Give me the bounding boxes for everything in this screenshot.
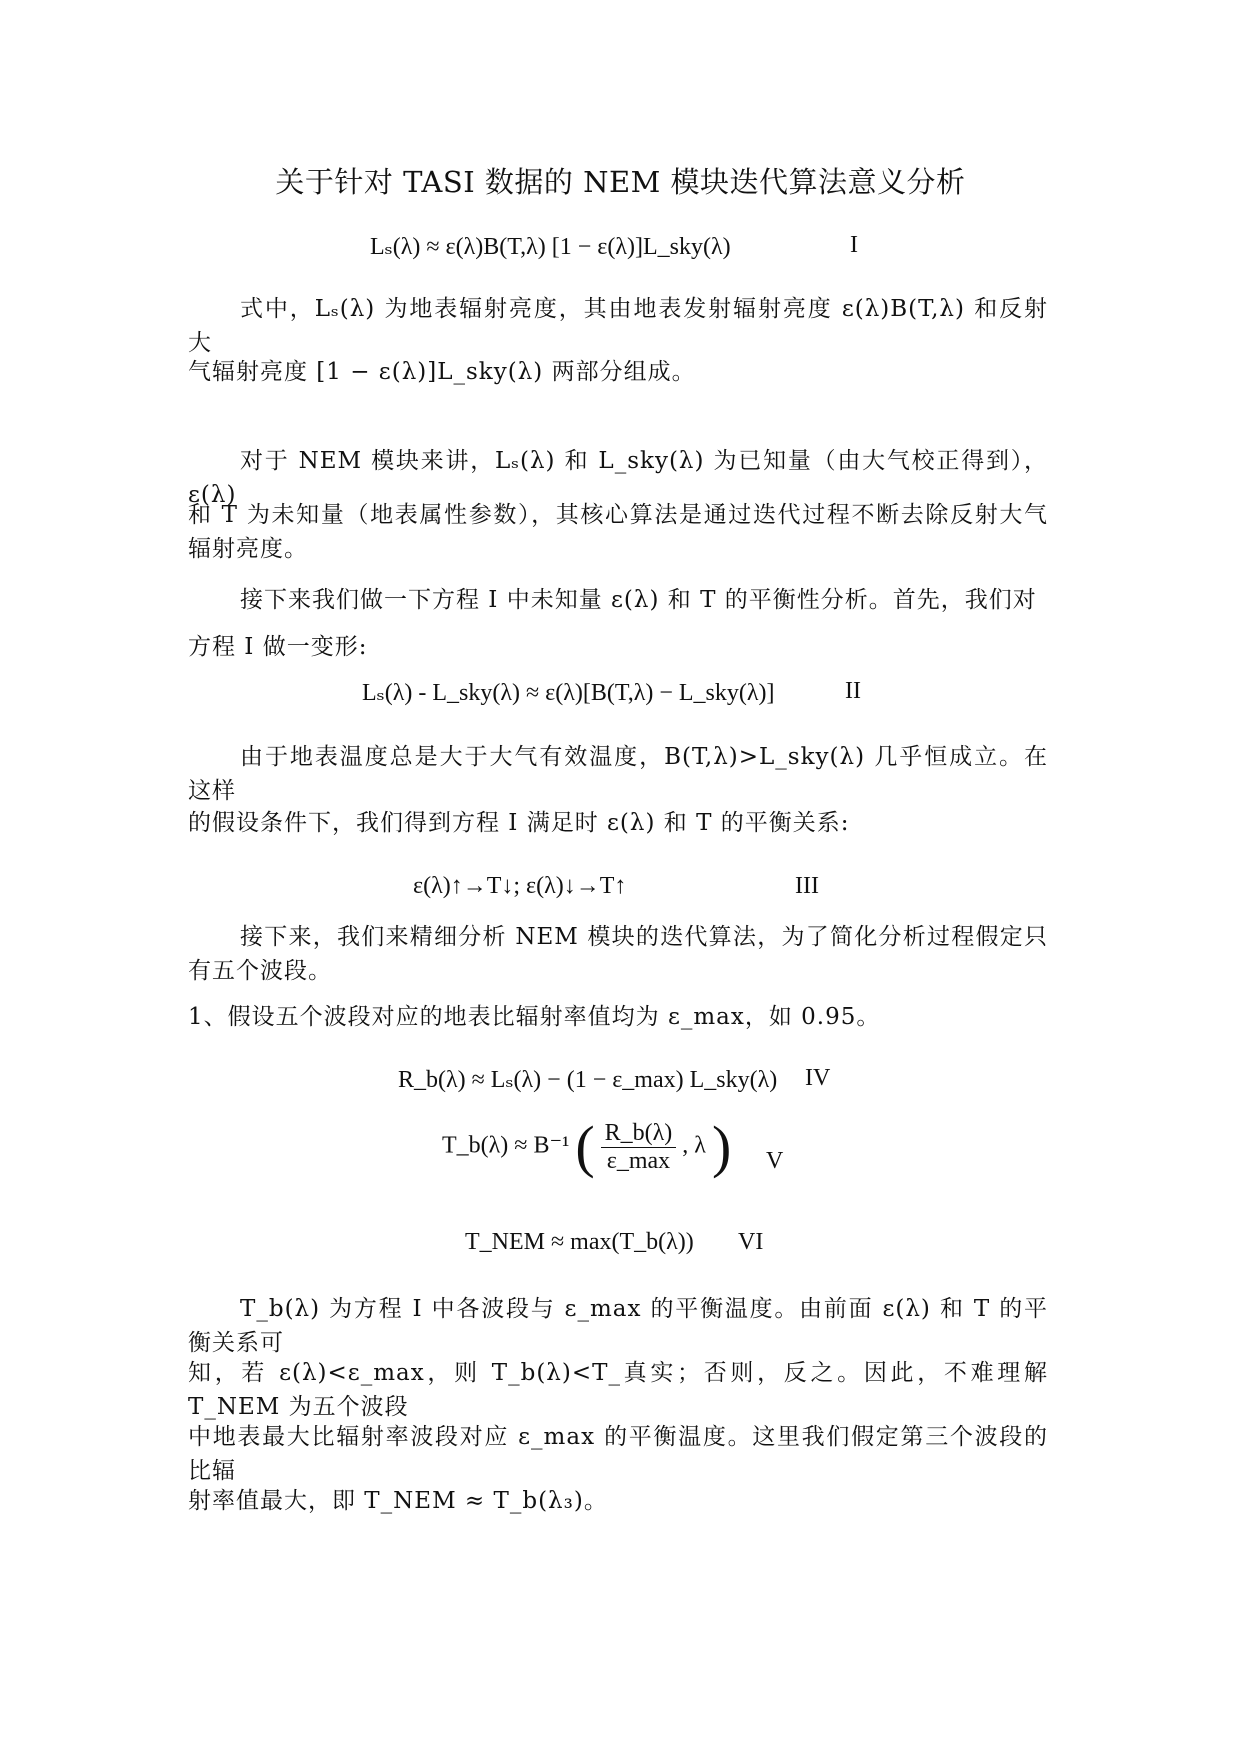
paragraph-7-line-3: 中地表最大比辐射率波段对应 ε_max 的平衡温度。这里我们假定第三个波段的比辐: [188, 1424, 1048, 1484]
equation-5-fraction: [601, 1120, 677, 1175]
equation-4: R_b(λ) ≈ Lₛ(λ) − (1 − ε_max) L_sky(λ): [398, 1067, 778, 1093]
equation-3: ε(λ)↑→T↓; ε(λ)↓→T↑: [413, 873, 627, 899]
paragraph-1-line-2: 气辐射亮度 [1 − ε(λ)]L_sky(λ) 两部分组成。: [188, 359, 696, 385]
equation-5-left-paren: (: [575, 1114, 595, 1179]
paragraph-3-line-1: 接下来我们做一下方程 I 中未知量 ε(λ) 和 T 的平衡性分析。首先，我们对: [240, 587, 1037, 613]
equation-3-label: III: [795, 873, 819, 899]
paragraph-4-line-1: 由于地表温度总是大于大气有效温度，B(T,λ)>L_sky(λ) 几乎恒成立。在这样: [188, 744, 1048, 804]
equation-4-label: IV: [805, 1065, 831, 1091]
equation-5-tail: , λ: [682, 1132, 706, 1159]
equation-5-lhs: T_b(λ) ≈ B⁻¹: [442, 1132, 570, 1159]
equation-2-label: II: [845, 678, 861, 704]
paragraph-7-line-2: 知，若 ε(λ)<ε_max，则 T_b(λ)<T_真实；否则，反之。因此，不难理解 T_NEM 为五个波段: [188, 1360, 1048, 1420]
paragraph-4-line-2: 的假设条件下，我们得到方程 I 满足时 ε(λ) 和 T 的平衡关系:: [188, 810, 850, 836]
equation-1-label: I: [850, 232, 858, 258]
paragraph-7-line-4: 射率值最大，即 T_NEM ≈ T_b(λ₃)。: [188, 1488, 608, 1514]
equation-5-numerator: R_b(λ): [601, 1120, 677, 1148]
equation-5-denominator: ε_max: [606, 1147, 671, 1174]
equation-6-label: VI: [738, 1229, 764, 1255]
equation-5: [442, 1114, 732, 1179]
paragraph-2-line-2: 和 T 为未知量（地表属性参数），其核心算法是通过迭代过程不断去除反射大气辐射亮度。: [188, 502, 1048, 562]
paragraph-7-line-1: T_b(λ) 为方程 I 中各波段与 ε_max 的平衡温度。由前面 ε(λ) 和 T 的平衡关系可: [188, 1296, 1048, 1356]
equation-5-label: V: [766, 1148, 784, 1174]
equation-6: T_NEM ≈ max(T_b(λ)): [465, 1229, 694, 1255]
equation-2: Lₛ(λ) - L_sky(λ) ≈ ε(λ)[B(T,λ) − L_sky(λ)]: [362, 680, 775, 706]
paragraph-3-line-2: 方程 I 做一变形:: [188, 634, 368, 660]
paragraph-5: 接下来，我们来精细分析 NEM 模块的迭代算法，为了简化分析过程假定只有五个波段。: [188, 924, 1048, 984]
paragraph-1-line-1: 式中，Lₛ(λ) 为地表辐射亮度，其由地表发射辐射亮度 ε(λ)B(T,λ) 和反射大: [188, 296, 1048, 356]
document-title: 关于针对 TASI 数据的 NEM 模块迭代算法意义分析: [275, 165, 966, 199]
paragraph-2-line-1: 对于 NEM 模块来讲，Lₛ(λ) 和 L_sky(λ) 为已知量（由大气校正得到），ε(λ): [188, 448, 1048, 508]
equation-1: Lₛ(λ) ≈ ε(λ)B(T,λ) [1 − ε(λ)]L_sky(λ): [370, 234, 731, 260]
paragraph-6: 1、假设五个波段对应的地表比辐射率值均为 ε_max，如 0.95。: [188, 1004, 881, 1030]
equation-5-right-paren: ): [711, 1114, 732, 1179]
